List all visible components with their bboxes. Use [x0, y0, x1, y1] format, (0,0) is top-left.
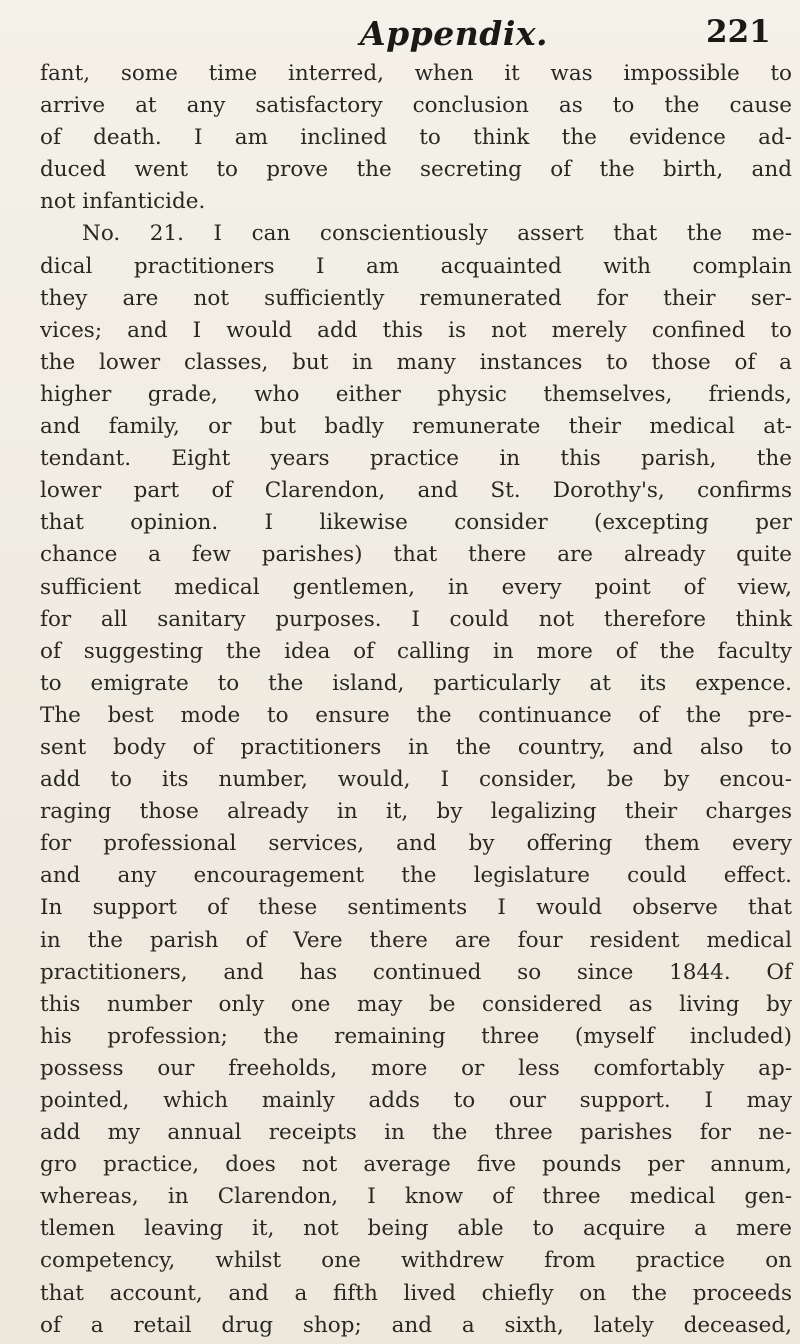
- text-line: In support of these sentiments I would observe that: [40, 895, 792, 921]
- page-header: [0, 6, 800, 62]
- text-line: the lower classes, but in many instances to those of a: [40, 349, 792, 375]
- text-line: duced went to prove the secreting of the birth, and: [40, 157, 792, 183]
- text-line: tlemen leaving it, not being able to acquire a mere: [40, 1216, 792, 1242]
- text-line: tendant. Eight years practice in this parish, the: [40, 446, 792, 472]
- text-line: and family, or but badly remunerate their medical at-: [40, 414, 792, 440]
- text-line: of suggesting the idea of calling in more of the faculty: [40, 638, 792, 664]
- text-line: lower part of Clarendon, and St. Dorothy's, confirms: [40, 478, 792, 504]
- text-line: possess our freeholds, more or less comfortably ap-: [40, 1055, 792, 1081]
- text-line: raging those already in it, by legalizing their charges: [40, 799, 792, 825]
- text-line: No. 21. I can conscientiously assert that the me-: [82, 221, 792, 247]
- text-line: whereas, in Clarendon, I know of three medical gen-: [40, 1184, 792, 1210]
- text-line: not infanticide.: [40, 189, 206, 215]
- text-line: and any encouragement the legislature could effect.: [40, 863, 792, 889]
- text-line: this number only one may be considered as living by: [40, 991, 792, 1017]
- text-line: of death. I am inclined to think the evidence ad-: [40, 125, 792, 151]
- text-line: they are not sufficiently remunerated for their ser-: [40, 285, 792, 311]
- text-line: vices; and I would add this is not merely confined to: [40, 317, 792, 343]
- text-line: gro practice, does not average five pounds per annum,: [40, 1152, 792, 1178]
- text-line: practitioners, and has continued so since 1844. Of: [40, 959, 792, 985]
- text-line: arrive at any satisfactory conclusion as to the cause: [40, 93, 792, 119]
- text-line: to emigrate to the island, particularly at its expence.: [40, 670, 792, 696]
- running-head: Appendix.: [360, 14, 549, 53]
- text-line: for all sanitary purposes. I could not therefore think: [40, 606, 792, 632]
- text-line: add my annual receipts in the three parishes for ne-: [40, 1120, 792, 1146]
- page-number: 221: [706, 14, 771, 50]
- text-line: sufficient medical gentlemen, in every point of view,: [40, 574, 792, 600]
- text-line: fant, some time interred, when it was impossible to: [40, 61, 792, 86]
- text-line: higher grade, who either physic themselves, friends,: [40, 381, 792, 407]
- text-line: add to its number, would, I consider, be by encou-: [40, 767, 792, 793]
- text-line: dical practitioners I am acquainted with complain: [40, 253, 792, 279]
- text-line: that opinion. I likewise consider (excepting per: [40, 510, 792, 536]
- text-line: competency, whilst one withdrew from practice on: [40, 1248, 792, 1274]
- text-line: pointed, which mainly adds to our support. I may: [40, 1088, 792, 1113]
- text-line: in the parish of Vere there are four resident medical: [40, 927, 792, 953]
- text-line: his profession; the remaining three (myself included): [40, 1023, 792, 1049]
- text-line: that account, and a fifth lived chiefly on the proceeds: [40, 1280, 792, 1306]
- body-text: [40, 58, 792, 1342]
- text-line: of a retail drug shop; and a sixth, lately deceased,: [40, 1312, 792, 1338]
- text-line: sent body of practitioners in the country, and also to: [40, 734, 792, 760]
- text-line: for professional services, and by offering them every: [40, 831, 792, 857]
- text-line: The best mode to ensure the continuance of the pre-: [40, 702, 792, 728]
- text-line: chance a few parishes) that there are already quite: [40, 542, 792, 568]
